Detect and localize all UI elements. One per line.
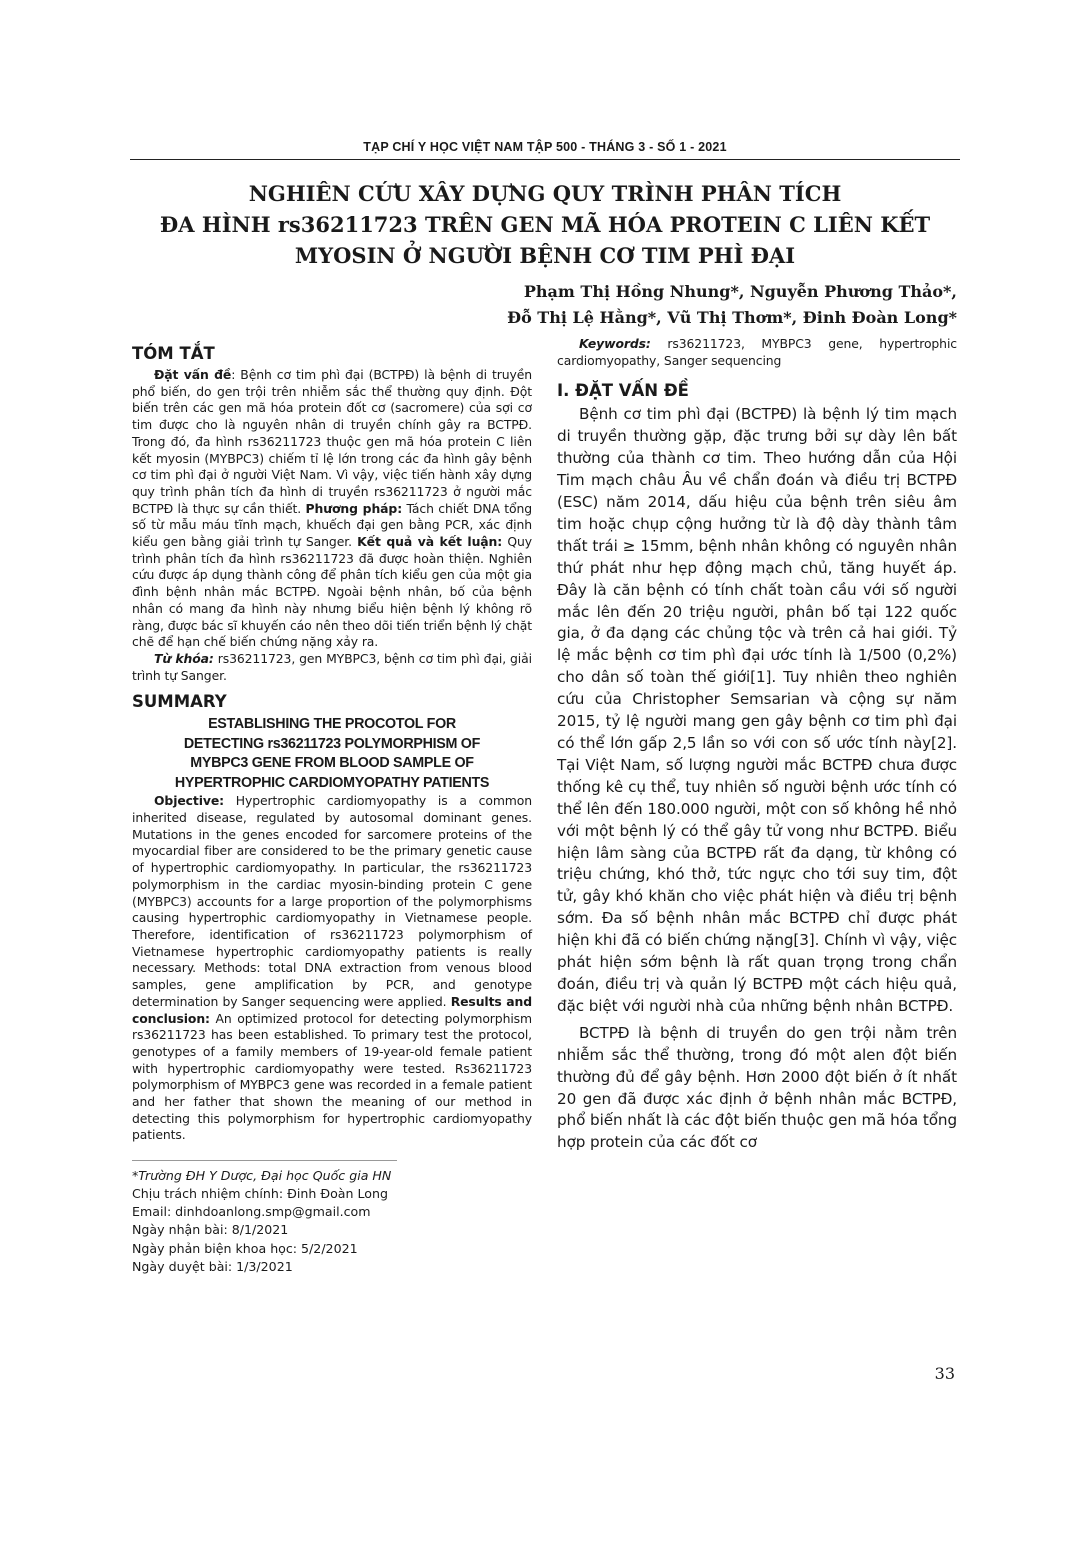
title-line: ĐA HÌNH rs36211723 TRÊN GEN MÃ HÓA PROTEIN C LIÊN KẾT (159, 212, 931, 237)
english-title-line: MYBPC3 GENE FROM BLOOD SAMPLE OF (190, 755, 474, 772)
article-title (130, 178, 960, 271)
abstract-vn-heading: TÓM TẮT (132, 344, 215, 363)
label: Đặt vấn đề (154, 367, 232, 382)
intro-paragraph: Bệnh cơ tim phì đại (BCTPĐ) là bệnh lý tim mạch di truyền thường gặp, đặc trưng bởi sự dày lên bất thường của thành cơ tim. Theo hướng dẫn của Hội Tim mạch châu Âu về chẩn đoán và điều trị BCTPĐ (ESC) năm 2014, dấu hiệu của bệnh trên siêu âm tim hoặc chụp cộng hưởng từ là độ dày thành tâm thất trái ≥ 15mm, bệnh nhân không có nguyên nhân thứ phát như hẹp động mạch chủ, tăng huyết áp. Đây là căn bệnh có tính chất toàn cầu với số người mắc lên đến 20 triệu người, phân bố tại 122 quốc gia, ở đa dạng các chủng tộc và trên cả hai giới. Tỷ lệ mắc bệnh cơ tim phì đại ước tính là 1/500 (0,2%) cho dân số toàn thế giới[1]. Tuy nhiên theo nghiên cứu của Christopher Semsarian và cộng sự năm 2015, tỷ lệ người mang gen gây bệnh cơ tim phì đại có thể lớn gấp 2,5 lần so với con số ước tính này[2]. Tại Việt Nam, số lượng người mắc BCTPĐ chưa được thống kê cụ thể, tuy nhiên số người bệnh ước tính có thể lên đến 180.000 người, một con số không hề nhỏ với một bệnh lý có thể gây tử vong như BCTPĐ. Biểu hiện lâm sàng của BCTPĐ rất đa dạng, từ không có triệu chứng, khó thở, tức ngực cho tới suy tim, đột tử, gây khó khăn cho việc phát hiện và điều trị bệnh sớm. Đa số bệnh nhân mắc BCTPĐ chỉ được phát hiện khi đã có biến chứng nặng[3]. Chính vì vậy, việc phát hiện sớm bệnh là rất quan trọng trong chẩn đoán, điều trị và quản lý BCTPĐ một cách hiệu quả, đặc biệt với người nhà của những bệnh nhân BCTPĐ. (557, 405, 957, 1015)
page-number: 33 (934, 1364, 955, 1383)
author-line: Phạm Thị Hồng Nhung*, Nguyễn Phương Thảo*, (523, 282, 957, 301)
footnote-divider (132, 1160, 397, 1161)
label: Kết quả và kết luận: (357, 534, 503, 550)
english-title-line: HYPERTROPHIC CARDIOMYOPATHY PATIENTS (174, 774, 490, 791)
author-list (507, 279, 957, 331)
text: rs36211723, gen MYBPC3, bệnh cơ tim phì đại, giải trình tự Sanger. (132, 650, 532, 683)
text: rs36211723, MYBPC3 gene, hypertrophic cardiomyopathy, Sanger sequencing (557, 336, 957, 368)
date-accepted: Ngày duyệt bài: 1/3/2021 (132, 1258, 293, 1274)
date-received: Ngày nhận bài: 8/1/2021 (132, 1222, 289, 1238)
intro-paragraph: BCTPĐ là bệnh di truyền do gen trội nằm trên nhiễm sắc thể thường, trong đó một alen đột biến thường đủ để gây bệnh. Hơn 2000 đột biến ở ít nhất 20 gen đã được xác định ở bệnh nhân mắc BCTPĐ, phổ biến nhất là các đột biến thuộc gen mã hóa tổng hợp protein của các đốt cơ (557, 1023, 957, 1152)
title-line: NGHIÊN CỨU XÂY DỰNG QUY TRÌNH PHÂN TÍCH (248, 181, 842, 206)
author-line: Đỗ Thị Lệ Hằng*, Vũ Thị Thơm*, Đinh Đoàn Long* (507, 308, 957, 327)
text: : Bệnh cơ tim phì đại (BCTPĐ) là bệnh di truyền phổ biến, do gen trội trên nhiễm sắc thể thường quy định. Đột biến trên các gen mã hóa protein đốt cơ (sacromere) của sợi cơ tim được cho là nguyên nhân di truyền chính gây ra BCTPĐ. Trong đó, đa hình rs36211723 thuộc gen mã hóa protein C liên kết myosin (MYBPC3) chiếm tỉ lệ lớn trong các đa hình gây bệnh cơ tim phì đại ở người Việt Nam. Vì vậy, việc tiến hành xây dựng quy trình phân tích đa hình di truyền rs36211723 ở người mắc BCTPĐ là thực sự cần thiết. (132, 367, 532, 516)
abstract-vn-body (132, 367, 532, 684)
corresponding-author: Chịu trách nhiệm chính: Đinh Đoàn Long (132, 1186, 388, 1202)
label: Phương pháp: (305, 500, 403, 516)
text: An optimized protocol for detecting polymorphism rs36211723 has been established. To primary test the protocol, genotypes of a family members of 19-year-old female patient with hypertrophic cardiomyopathy were tested. Rs36211723 polymorphism of MYBPC3 gene was recorded in a female patient and her father that shown the meaning of our method in detecting this polymorphism for hypertrophic cardiomyopathy patients. (132, 1010, 532, 1143)
label: Objective: (154, 793, 225, 809)
right-column (557, 336, 957, 1154)
abstract-keywords (132, 651, 532, 684)
summary-keywords (557, 336, 957, 369)
english-title-line: ESTABLISHING THE PROCOTOL FOR (208, 716, 456, 733)
english-title-line: DETECTING rs36211723 POLYMORPHISM OF (183, 735, 481, 752)
keywords (557, 336, 957, 369)
email: Email: dinhdoanlong.smp@gmail.com (132, 1204, 371, 1220)
text: Tách chiết DNA tổng số từ mẫu máu tĩnh mạch, khuếch đại gen bằng PCR, xác định kiểu gen bằng giải trình tự Sanger. (132, 500, 533, 550)
footnote (132, 1167, 532, 1276)
affiliation: *Trường ĐH Y Dược, Đại học Quốc gia HN (132, 1168, 392, 1184)
abstract-background (132, 367, 532, 651)
intro-body (557, 404, 957, 1154)
summary-heading: SUMMARY (132, 692, 227, 712)
intro-heading: I. ĐẶT VẤN ĐỀ (557, 381, 689, 401)
label: Keywords: (579, 336, 651, 351)
label: Từ khóa: (154, 650, 214, 666)
summary-objective (132, 793, 532, 1144)
text: Quy trình phân tích đa hình rs36211723 đã được hoàn thiện. Nghiên cứu được áp dụng thành công để phân tích kiểu gen của một gia đình bệnh nhân mắc BCTPĐ. Ngoài bệnh nhân, bố của bệnh nhân có mang đa hình này nhưng biểu hiện bệnh lý không rõ ràng, được bác sĩ khuyến cáo nên theo dõi tiến triển bệnh lý chặt chẽ để hạn chế biến chứng nặng xảy ra. (132, 534, 533, 650)
date-reviewed: Ngày phản biện khoa học: 5/2/2021 (132, 1240, 358, 1256)
journal-header: TẠP CHÍ Y HỌC VIỆT NAM TẬP 500 - THÁNG 3 - SỐ 1 - 2021 (363, 140, 727, 154)
label: Results and conclusion: (132, 993, 533, 1026)
text: Hypertrophic cardiomyopathy is a common inherited disease, regulated by autosomal dominant genes. Mutations in the genes encoded for sarcomere proteins of the myocardial fiber are considered to be the primary genetic cause of hypertrophic cardiomyopathy. In particular, the rs36211723 polymorphism in the cardiac myosin-binding protein C gene (MYBPC3) accounts for a large proportion of the polymorphisms causing hypertrophic cardiomyopathy in Vietnamese people. Therefore, identification of rs36211723 polymorphism of Vietnamese hypertrophic cardiomyopathy patients is really necessary. Methods: total DNA extraction from venous blood samples, gene amplification by PCR, and genotype determination by Sanger sequencing were applied. (132, 793, 532, 1009)
header-divider (130, 159, 960, 160)
summary-body (132, 793, 532, 1144)
left-column (132, 344, 532, 1276)
english-title (132, 715, 532, 793)
title-line: MYOSIN Ở NGƯỜI BỆNH CƠ TIM PHÌ ĐẠI (294, 243, 796, 268)
